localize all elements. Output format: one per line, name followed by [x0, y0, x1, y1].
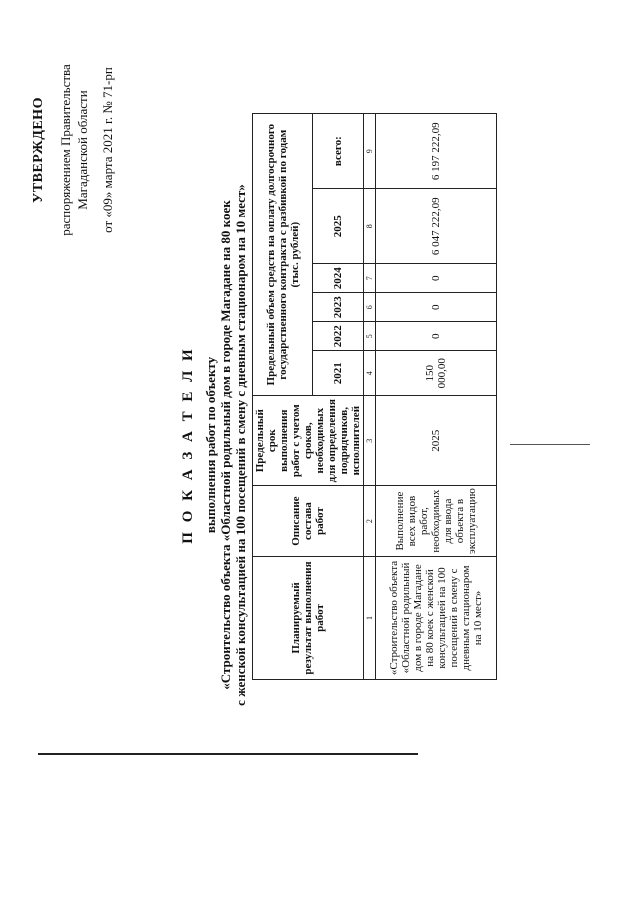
- index-cell: 4: [364, 351, 376, 396]
- index-cell: 3: [364, 396, 376, 486]
- header-limit: Предельный объем средств на оплату долгосрочного государственного контракта с разбивкой по годам (тыс. рублей): [253, 114, 313, 396]
- cell-2025: 6 047 222,09: [376, 189, 497, 264]
- approval-line-1: распоряжением Правительства: [58, 64, 73, 236]
- approval-block: [30, 30, 116, 270]
- indicators-table: [252, 113, 497, 680]
- separator-line: [38, 753, 418, 755]
- index-cell: 2: [364, 486, 376, 557]
- index-cell: 8: [364, 189, 376, 264]
- heading-line-2: «Строительство объекта «Областной родильный дом в городе Магадане на 80 коек: [218, 200, 233, 690]
- document-title: П О К А З А Т Е Л И: [180, 346, 196, 544]
- header-year-2023: 2023: [313, 293, 364, 322]
- index-row: [364, 114, 376, 680]
- cell-2021: 150 000,00: [376, 351, 497, 396]
- signature-line: [510, 444, 590, 445]
- heading-line-3: с женской консультацией на 100 посещений в смену с дневным стационаром на 10 мест»: [233, 184, 248, 706]
- header-total: всего:: [313, 114, 364, 189]
- header-deadline: Предельный срок выполнения работ с учетом сроков, необходимых для определения подрядчиков, исполнителей: [253, 396, 364, 486]
- header-row: [253, 114, 313, 680]
- index-cell: 9: [364, 114, 376, 189]
- header-result: Планируемый результат выполнения работ: [253, 557, 364, 680]
- document-heading: [180, 165, 248, 725]
- header-year-2022: 2022: [313, 322, 364, 351]
- cell-result: «Строительство объекта «Областной родильный дом в городе Магадане на 80 коек с женской консультацией на 100 посещений в смену с дневным стационаром на 10 мест»: [376, 557, 497, 680]
- index-cell: 1: [364, 557, 376, 680]
- index-cell: 5: [364, 322, 376, 351]
- cell-deadline: 2025: [376, 396, 497, 486]
- cell-2023: 0: [376, 293, 497, 322]
- header-year-2025: 2025: [313, 189, 364, 264]
- heading-line-1: выполнения работ по объекту: [203, 356, 218, 534]
- header-year-2024: 2024: [313, 264, 364, 293]
- cell-description: Выполнение всех видов работ, необходимых для ввода объекта в эксплуатацию: [376, 486, 497, 557]
- approval-line-3: от «09» марта 2021 г. № 71-рп: [100, 67, 115, 233]
- approval-line-2: Магаданской области: [75, 90, 90, 210]
- approval-title: УТВЕРЖДЕНО: [31, 97, 46, 203]
- cell-2022: 0: [376, 322, 497, 351]
- index-cell: 6: [364, 293, 376, 322]
- index-cell: 7: [364, 264, 376, 293]
- cell-total: 6 197 222,09: [376, 114, 497, 189]
- cell-2024: 0: [376, 264, 497, 293]
- header-year-2021: 2021: [313, 351, 364, 396]
- header-description: Описание состава работ: [253, 486, 364, 557]
- table-row: [376, 114, 497, 680]
